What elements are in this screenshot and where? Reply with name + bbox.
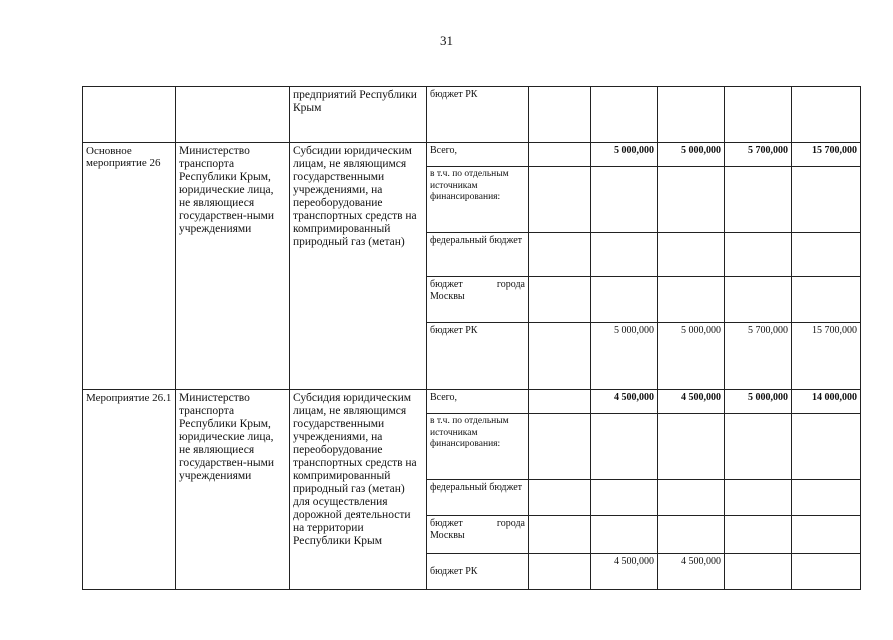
- value-cell: [725, 480, 792, 516]
- executor-cell: Министерство транспорта Республики Крым, юридические лица, не являющиеся государствен-ными учреждениями: [176, 143, 290, 390]
- table-row: [83, 390, 861, 414]
- table-row: [83, 143, 861, 167]
- value-cell: 4 500,000: [591, 390, 658, 414]
- value-cell: [529, 277, 591, 323]
- value-cell: [658, 167, 725, 233]
- value-cell: [792, 87, 861, 143]
- value-cell: [529, 390, 591, 414]
- value-cell: [725, 167, 792, 233]
- source-word: бюджет: [430, 279, 463, 290]
- executor-cell: [176, 87, 290, 143]
- value-cell: [792, 233, 861, 277]
- value-cell: [792, 414, 861, 480]
- source-cell: бюджет РК: [427, 323, 529, 390]
- value-cell: [529, 516, 591, 554]
- value-cell: [529, 87, 591, 143]
- value-cell: [591, 414, 658, 480]
- description-cell: Субсидии юридическим лицам, не являющимся государственными учреждениями, на переоборудование транспортных средств на компримированный природный газ (метан): [290, 143, 427, 390]
- value-cell: 5 700,000: [725, 323, 792, 390]
- value-cell: 4 500,000: [591, 554, 658, 590]
- source-word: города: [496, 279, 525, 290]
- source-cell: [427, 277, 529, 323]
- value-cell: [792, 277, 861, 323]
- value-cell: [725, 233, 792, 277]
- value-cell: [529, 167, 591, 233]
- executor-cell: Министерство транспорта Республики Крым, юридические лица, не являющиеся государствен-ными учреждениями: [176, 390, 290, 590]
- value-cell: [792, 167, 861, 233]
- event-name-cell: Мероприятие 26.1: [83, 390, 176, 590]
- value-cell: [591, 277, 658, 323]
- value-cell: [529, 480, 591, 516]
- source-cell: бюджет РК: [427, 87, 529, 143]
- page-number: 31: [440, 33, 453, 48]
- value-cell: 15 700,000: [792, 143, 861, 167]
- value-cell: [725, 87, 792, 143]
- value-cell: [658, 414, 725, 480]
- value-cell: [658, 277, 725, 323]
- value-cell: 4 500,000: [658, 390, 725, 414]
- value-cell: 4 500,000: [658, 554, 725, 590]
- value-cell: [725, 414, 792, 480]
- description-cell: Субсидия юридическим лицам, не являющимся государственными учреждениями, на переоборудование транспортных средств на компримированный природный газ (метан) для осуществления дорожной деятельности на территории Республики Крым: [290, 390, 427, 590]
- value-cell: [658, 233, 725, 277]
- budget-table: [82, 86, 861, 590]
- table-row: [83, 87, 861, 143]
- value-cell: 15 700,000: [792, 323, 861, 390]
- value-cell: [529, 323, 591, 390]
- description-cell: предприятий Республики Крым: [290, 87, 427, 143]
- value-cell: [591, 233, 658, 277]
- event-name-cell: Основное мероприятие 26: [83, 143, 176, 390]
- value-cell: [792, 554, 861, 590]
- value-cell: [725, 554, 792, 590]
- source-cell: бюджет РК: [427, 554, 529, 590]
- source-cell: Всего,: [427, 143, 529, 167]
- value-cell: [658, 480, 725, 516]
- value-cell: [591, 480, 658, 516]
- value-cell: 5 000,000: [658, 323, 725, 390]
- value-cell: 14 000,000: [792, 390, 861, 414]
- source-word: бюджет: [430, 518, 463, 529]
- value-cell: 5 000,000: [591, 323, 658, 390]
- value-cell: [529, 143, 591, 167]
- value-cell: [658, 87, 725, 143]
- value-cell: [725, 516, 792, 554]
- source-cell: Всего,: [427, 390, 529, 414]
- value-cell: [658, 516, 725, 554]
- value-cell: [529, 414, 591, 480]
- value-cell: [792, 480, 861, 516]
- value-cell: 5 000,000: [725, 390, 792, 414]
- source-cell: федеральный бюджет: [427, 480, 529, 516]
- source-cell: в т.ч. по отдельным источникам финансирования:: [427, 167, 529, 233]
- source-word: Москвы: [430, 530, 465, 541]
- source-word: Москвы: [430, 291, 465, 302]
- source-cell: федеральный бюджет: [427, 233, 529, 277]
- source-cell: в т.ч. по отдельным источникам финансирования:: [427, 414, 529, 480]
- value-cell: 5 000,000: [591, 143, 658, 167]
- value-cell: [792, 516, 861, 554]
- source-cell: [427, 516, 529, 554]
- value-cell: [529, 233, 591, 277]
- value-cell: 5 700,000: [725, 143, 792, 167]
- source-word: города: [496, 518, 525, 529]
- value-cell: [591, 516, 658, 554]
- value-cell: [529, 554, 591, 590]
- value-cell: [591, 167, 658, 233]
- event-name-cell: [83, 87, 176, 143]
- value-cell: [725, 277, 792, 323]
- value-cell: [591, 87, 658, 143]
- value-cell: 5 000,000: [658, 143, 725, 167]
